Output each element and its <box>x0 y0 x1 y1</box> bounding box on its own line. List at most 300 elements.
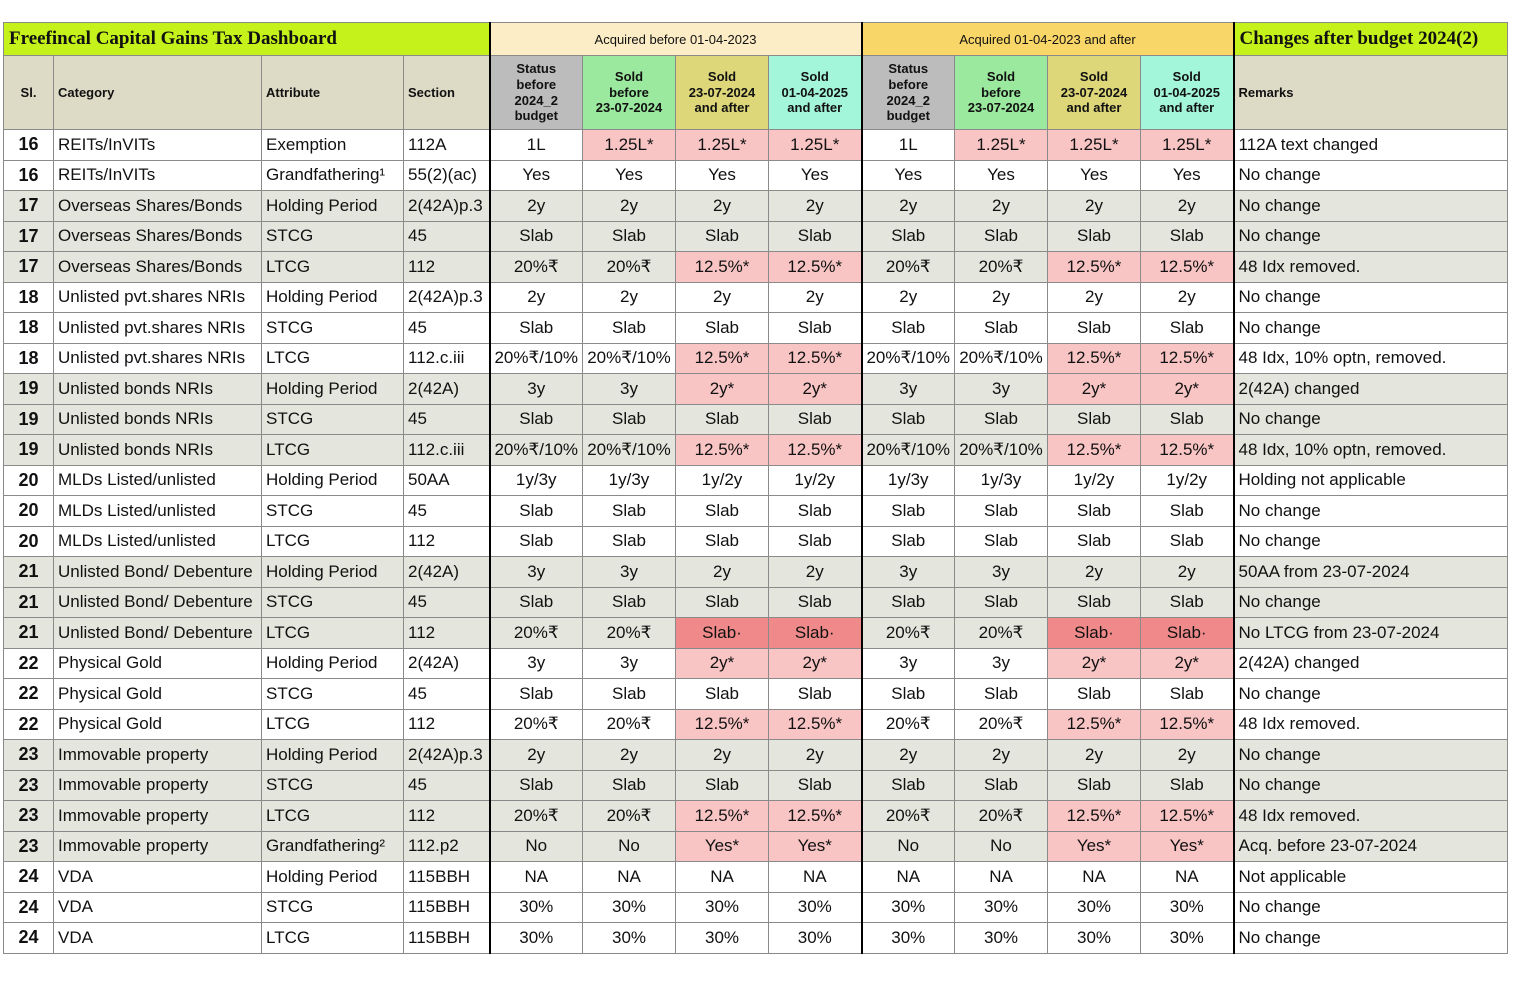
section-cell: 45 <box>404 587 490 618</box>
value-cell: Yes <box>1141 160 1234 191</box>
section-cell: 45 <box>404 404 490 435</box>
value-cell: Slab <box>490 496 583 527</box>
value-cell: Slab <box>769 313 862 344</box>
category-cell: Unlisted pvt.shares NRIs <box>54 282 262 313</box>
value-cell: 12.5%* <box>769 801 862 832</box>
header-sold-before <box>583 56 676 130</box>
value-cell: 20%₹ <box>490 618 583 649</box>
serial-cell: 16 <box>4 130 54 161</box>
value-cell: 20%₹ <box>955 801 1048 832</box>
serial-cell: 23 <box>4 801 54 832</box>
hdr-line: 2024_2 <box>886 92 930 108</box>
section-cell: 112A <box>404 130 490 161</box>
value-cell: 30% <box>490 892 583 923</box>
serial-cell: 17 <box>4 221 54 252</box>
section-cell: 2(42A) <box>404 648 490 679</box>
value-cell: Slab <box>955 526 1048 557</box>
value-cell: 2y <box>583 740 676 771</box>
table-row <box>4 221 1508 252</box>
value-cell: 1y/2y <box>1048 465 1141 496</box>
section-cell: 45 <box>404 313 490 344</box>
remarks-cell: No change <box>1234 282 1508 313</box>
serial-cell: 20 <box>4 496 54 527</box>
value-cell: Slab· <box>1141 618 1234 649</box>
attribute-cell: Holding Period <box>262 740 404 771</box>
value-cell: 20%₹ <box>862 801 955 832</box>
value-cell: 12.5%* <box>769 435 862 466</box>
hdr-line: before <box>516 76 557 92</box>
serial-cell: 18 <box>4 343 54 374</box>
value-cell: Slab <box>955 770 1048 801</box>
value-cell: 12.5%* <box>676 343 769 374</box>
value-cell: No <box>583 831 676 862</box>
value-cell: Slab <box>676 221 769 252</box>
value-cell: Slab <box>862 770 955 801</box>
hdr-line: 01-04-2025 <box>781 84 848 100</box>
value-cell: Slab <box>1048 770 1141 801</box>
category-cell: MLDs Listed/unlisted <box>54 496 262 527</box>
serial-cell: 18 <box>4 313 54 344</box>
value-cell: Slab <box>676 496 769 527</box>
value-cell: Slab <box>1048 496 1141 527</box>
value-cell: Slab <box>955 587 1048 618</box>
value-cell: 2y <box>1048 557 1141 588</box>
value-cell: 30% <box>862 892 955 923</box>
serial-cell: 24 <box>4 892 54 923</box>
value-cell: 3y <box>862 374 955 405</box>
value-cell: NA <box>955 862 1048 893</box>
value-cell: 2y <box>583 191 676 222</box>
value-cell: 2y <box>769 740 862 771</box>
value-cell: 20%₹ <box>583 709 676 740</box>
value-cell: Slab <box>769 587 862 618</box>
value-cell: Yes* <box>676 831 769 862</box>
remarks-cell: Not applicable <box>1234 862 1508 893</box>
table-row <box>4 648 1508 679</box>
value-cell: Slab <box>583 221 676 252</box>
attribute-cell: LTCG <box>262 801 404 832</box>
value-cell: 2y <box>676 740 769 771</box>
remarks-cell: No change <box>1234 923 1508 954</box>
serial-cell: 21 <box>4 557 54 588</box>
value-cell: 2y <box>490 740 583 771</box>
value-cell: 30% <box>583 923 676 954</box>
category-cell: Unlisted bonds NRIs <box>54 374 262 405</box>
value-cell: 1y/3y <box>955 465 1048 496</box>
serial-cell: 16 <box>4 160 54 191</box>
value-cell: 30% <box>862 923 955 954</box>
hdr-line: and after <box>1159 100 1215 116</box>
hdr-line: Sold <box>800 69 829 85</box>
value-cell: Slab <box>1048 404 1141 435</box>
header-sold-after-2 <box>1048 56 1141 130</box>
value-cell: Slab <box>862 313 955 344</box>
value-cell: 1L <box>490 130 583 161</box>
value-cell: 2y <box>769 191 862 222</box>
category-cell: Physical Gold <box>54 648 262 679</box>
value-cell: 20%₹ <box>955 618 1048 649</box>
value-cell: Slab <box>583 526 676 557</box>
hdr-line: Sold <box>614 69 644 85</box>
value-cell: Slab <box>583 496 676 527</box>
attribute-cell: STCG <box>262 587 404 618</box>
value-cell: Slab <box>1141 526 1234 557</box>
value-cell: 3y <box>583 557 676 588</box>
value-cell: 2y <box>1048 740 1141 771</box>
value-cell: Slab· <box>769 618 862 649</box>
value-cell: Slab <box>862 496 955 527</box>
attribute-cell: LTCG <box>262 618 404 649</box>
value-cell: 12.5%* <box>769 252 862 283</box>
value-cell: 12.5%* <box>676 801 769 832</box>
attribute-cell: STCG <box>262 679 404 710</box>
value-cell: 12.5%* <box>1048 252 1141 283</box>
value-cell: 1L <box>862 130 955 161</box>
value-cell: 30% <box>955 892 1048 923</box>
category-cell: Physical Gold <box>54 709 262 740</box>
hdr-line: 23-07-2024 <box>1060 84 1128 100</box>
value-cell: Slab <box>862 587 955 618</box>
table-row <box>4 374 1508 405</box>
section-cell: 112 <box>404 526 490 557</box>
value-cell: 20%₹ <box>955 252 1048 283</box>
value-cell: Slab <box>862 221 955 252</box>
value-cell: 3y <box>490 557 583 588</box>
section-cell: 112 <box>404 801 490 832</box>
section-cell: 112.c.iii <box>404 435 490 466</box>
value-cell: 12.5%* <box>1141 252 1234 283</box>
value-cell: Slab <box>1048 313 1141 344</box>
attribute-cell: Holding Period <box>262 465 404 496</box>
attribute-cell: LTCG <box>262 526 404 557</box>
category-cell: Overseas Shares/Bonds <box>54 191 262 222</box>
category-cell: Immovable property <box>54 801 262 832</box>
value-cell: 1y/2y <box>676 465 769 496</box>
value-cell: NA <box>490 862 583 893</box>
remarks-cell: No change <box>1234 587 1508 618</box>
value-cell: 12.5%* <box>1048 709 1141 740</box>
remarks-cell: No change <box>1234 191 1508 222</box>
table-row <box>4 496 1508 527</box>
value-cell: 12.5%* <box>1141 343 1234 374</box>
value-cell: 30% <box>490 923 583 954</box>
value-cell: Yes* <box>1141 831 1234 862</box>
value-cell: Slab <box>1141 587 1234 618</box>
section-cell: 112 <box>404 618 490 649</box>
remarks-cell: No change <box>1234 740 1508 771</box>
serial-cell: 24 <box>4 862 54 893</box>
section-cell: 45 <box>404 221 490 252</box>
value-cell: 20%₹ <box>490 252 583 283</box>
section-cell: 112 <box>404 709 490 740</box>
section-cell: 45 <box>404 770 490 801</box>
value-cell: 2y <box>955 282 1048 313</box>
remarks-cell: No change <box>1234 770 1508 801</box>
table-row <box>4 587 1508 618</box>
hdr-line: Status <box>888 61 929 77</box>
header-row <box>4 56 1508 130</box>
header-sold-2025-2 <box>1141 56 1234 130</box>
value-cell: 2y* <box>1141 648 1234 679</box>
value-cell: 20%₹ <box>490 801 583 832</box>
section-cell: 112 <box>404 252 490 283</box>
hdr-line: 2024_2 <box>514 92 558 108</box>
hdr-line: budget <box>886 108 930 124</box>
header-remarks: Remarks <box>1234 56 1508 130</box>
table-row <box>4 465 1508 496</box>
category-cell: Unlisted Bond/ Debenture <box>54 557 262 588</box>
value-cell: 1y/2y <box>769 465 862 496</box>
serial-cell: 23 <box>4 740 54 771</box>
remarks-cell: No change <box>1234 404 1508 435</box>
value-cell: Slab <box>490 587 583 618</box>
value-cell: 20%₹/10% <box>955 435 1048 466</box>
value-cell: 3y <box>490 648 583 679</box>
value-cell: 1.25L* <box>1048 130 1141 161</box>
remarks-cell: No change <box>1234 313 1508 344</box>
value-cell: NA <box>1141 862 1234 893</box>
value-cell: Slab <box>490 770 583 801</box>
value-cell: Slab <box>1048 587 1141 618</box>
remarks-cell: No LTCG from 23-07-2024 <box>1234 618 1508 649</box>
table-row <box>4 709 1508 740</box>
remarks-cell: No change <box>1234 160 1508 191</box>
serial-cell: 23 <box>4 770 54 801</box>
value-cell: 20%₹/10% <box>490 343 583 374</box>
table-row <box>4 526 1508 557</box>
hdr-line: 23-07-2024 <box>595 100 663 116</box>
value-cell: 2y <box>676 191 769 222</box>
value-cell: Slab <box>676 770 769 801</box>
table-row <box>4 191 1508 222</box>
section-cell: 55(2)(ac) <box>404 160 490 191</box>
value-cell: 12.5%* <box>1141 709 1234 740</box>
value-cell: 2y <box>490 282 583 313</box>
hdr-line: before <box>609 84 649 100</box>
value-cell: 20%₹/10% <box>583 343 676 374</box>
attribute-cell: LTCG <box>262 343 404 374</box>
serial-cell: 22 <box>4 709 54 740</box>
value-cell: No <box>490 831 583 862</box>
dashboard-title: Freefincal Capital Gains Tax Dashboard <box>4 23 490 56</box>
remarks-cell: No change <box>1234 496 1508 527</box>
value-cell: 2y <box>676 282 769 313</box>
serial-cell: 21 <box>4 587 54 618</box>
table-row <box>4 679 1508 710</box>
value-cell: No <box>862 831 955 862</box>
table-row <box>4 923 1508 954</box>
table-row <box>4 160 1508 191</box>
value-cell: Slab <box>769 526 862 557</box>
serial-cell: 21 <box>4 618 54 649</box>
value-cell: 30% <box>583 892 676 923</box>
serial-cell: 18 <box>4 282 54 313</box>
section-cell: 2(42A)p.3 <box>404 740 490 771</box>
value-cell: 20%₹ <box>490 709 583 740</box>
value-cell: 20%₹ <box>862 709 955 740</box>
section-cell: 2(42A) <box>404 557 490 588</box>
serial-cell: 22 <box>4 648 54 679</box>
value-cell: Slab <box>490 404 583 435</box>
value-cell: 1.25L* <box>769 130 862 161</box>
value-cell: 2y <box>862 740 955 771</box>
category-cell: Unlisted Bond/ Debenture <box>54 618 262 649</box>
value-cell: Slab <box>862 679 955 710</box>
value-cell: Slab <box>1048 679 1141 710</box>
attribute-cell: Holding Period <box>262 282 404 313</box>
attribute-cell: STCG <box>262 892 404 923</box>
value-cell: 3y <box>862 557 955 588</box>
category-cell: Unlisted pvt.shares NRIs <box>54 313 262 344</box>
value-cell: Yes <box>676 160 769 191</box>
value-cell: NA <box>583 862 676 893</box>
header-sold-2025 <box>769 56 862 130</box>
category-cell: Immovable property <box>54 770 262 801</box>
value-cell: Slab <box>862 526 955 557</box>
remarks-cell: Acq. before 23-07-2024 <box>1234 831 1508 862</box>
serial-cell: 24 <box>4 923 54 954</box>
value-cell: 1y/3y <box>583 465 676 496</box>
value-cell: 12.5%* <box>676 709 769 740</box>
value-cell: Slab <box>490 221 583 252</box>
hdr-line: before <box>888 76 929 92</box>
serial-cell: 19 <box>4 435 54 466</box>
category-cell: REITs/InVITs <box>54 160 262 191</box>
value-cell: 2y <box>769 282 862 313</box>
value-cell: Slab <box>1141 679 1234 710</box>
value-cell: 2y* <box>769 648 862 679</box>
header-status-before <box>490 56 583 130</box>
value-cell: Yes* <box>769 831 862 862</box>
table-body <box>4 130 1508 954</box>
value-cell: 3y <box>955 374 1048 405</box>
hdr-line: Status <box>516 61 557 77</box>
hdr-line: 01-04-2025 <box>1153 84 1220 100</box>
category-cell: Unlisted pvt.shares NRIs <box>54 343 262 374</box>
hdr-line: and after <box>1066 100 1122 116</box>
value-cell: 12.5%* <box>1048 435 1141 466</box>
table-row <box>4 404 1508 435</box>
value-cell: 20%₹ <box>583 801 676 832</box>
header-attribute: Attribute <box>262 56 404 130</box>
section-cell: 115BBH <box>404 892 490 923</box>
serial-cell: 19 <box>4 404 54 435</box>
value-cell: 2y <box>862 191 955 222</box>
serial-cell: 22 <box>4 679 54 710</box>
value-cell: Slab <box>490 679 583 710</box>
category-cell: Immovable property <box>54 831 262 862</box>
value-cell: Slab <box>583 679 676 710</box>
value-cell: Slab <box>1048 221 1141 252</box>
remarks-cell: 48 Idx, 10% optn, removed. <box>1234 435 1508 466</box>
table-row <box>4 801 1508 832</box>
table-row <box>4 343 1508 374</box>
value-cell: 1y/3y <box>490 465 583 496</box>
hdr-line: 23-07-2024 <box>967 100 1035 116</box>
value-cell: 2y* <box>1141 374 1234 405</box>
hdr-line: Sold <box>986 69 1016 85</box>
value-cell: 2y <box>955 191 1048 222</box>
group-acquired-before: Acquired before 01-04-2023 <box>490 23 862 56</box>
value-cell: Slab <box>955 313 1048 344</box>
value-cell: 3y <box>955 557 1048 588</box>
value-cell: 20%₹ <box>583 618 676 649</box>
value-cell: Slab <box>769 679 862 710</box>
value-cell: 3y <box>862 648 955 679</box>
attribute-cell: Holding Period <box>262 191 404 222</box>
section-cell: 2(42A)p.3 <box>404 191 490 222</box>
remarks-cell: No change <box>1234 679 1508 710</box>
header-category: Category <box>54 56 262 130</box>
serial-cell: 20 <box>4 526 54 557</box>
serial-cell: 17 <box>4 191 54 222</box>
value-cell: 30% <box>1141 923 1234 954</box>
value-cell: 30% <box>1141 892 1234 923</box>
value-cell: 20%₹/10% <box>955 343 1048 374</box>
section-cell: 45 <box>404 679 490 710</box>
value-cell: Slab <box>583 770 676 801</box>
table-row <box>4 282 1508 313</box>
remarks-cell: No change <box>1234 526 1508 557</box>
value-cell: 20%₹ <box>862 618 955 649</box>
value-cell: 12.5%* <box>1048 343 1141 374</box>
changes-title: Changes after budget 2024(2) <box>1234 23 1508 56</box>
remarks-cell: 48 Idx removed. <box>1234 252 1508 283</box>
table-row <box>4 130 1508 161</box>
value-cell: 2y <box>1048 282 1141 313</box>
value-cell: 2y <box>1048 191 1141 222</box>
value-cell: Slab <box>676 526 769 557</box>
remarks-cell: Holding not applicable <box>1234 465 1508 496</box>
attribute-cell: Grandfathering¹ <box>262 160 404 191</box>
value-cell: Slab <box>955 496 1048 527</box>
value-cell: 12.5%* <box>1048 801 1141 832</box>
table-row <box>4 770 1508 801</box>
table-row <box>4 435 1508 466</box>
section-cell: 2(42A) <box>404 374 490 405</box>
value-cell: Slab <box>490 526 583 557</box>
header-sold-after <box>676 56 769 130</box>
value-cell: 2y* <box>676 374 769 405</box>
category-cell: Overseas Shares/Bonds <box>54 221 262 252</box>
value-cell: Slab <box>1141 313 1234 344</box>
value-cell: Slab <box>862 404 955 435</box>
table-row <box>4 892 1508 923</box>
table-row <box>4 313 1508 344</box>
category-cell: MLDs Listed/unlisted <box>54 526 262 557</box>
attribute-cell: STCG <box>262 496 404 527</box>
value-cell: 12.5%* <box>1141 435 1234 466</box>
table-row <box>4 740 1508 771</box>
table-row <box>4 618 1508 649</box>
table-row <box>4 557 1508 588</box>
value-cell: 20%₹/10% <box>862 435 955 466</box>
value-cell: Slab <box>955 679 1048 710</box>
hdr-line: 23-07-2024 <box>688 84 756 100</box>
value-cell: 1y/2y <box>1141 465 1234 496</box>
value-cell: 2y* <box>769 374 862 405</box>
value-cell: Slab <box>769 404 862 435</box>
category-cell: REITs/InVITs <box>54 130 262 161</box>
remarks-cell: 48 Idx, 10% optn, removed. <box>1234 343 1508 374</box>
title-row <box>4 23 1508 56</box>
value-cell: 1.25L* <box>955 130 1048 161</box>
value-cell: 3y <box>955 648 1048 679</box>
value-cell: 12.5%* <box>676 435 769 466</box>
value-cell: 30% <box>769 923 862 954</box>
remarks-cell: 2(42A) changed <box>1234 374 1508 405</box>
tax-dashboard <box>3 22 1508 954</box>
